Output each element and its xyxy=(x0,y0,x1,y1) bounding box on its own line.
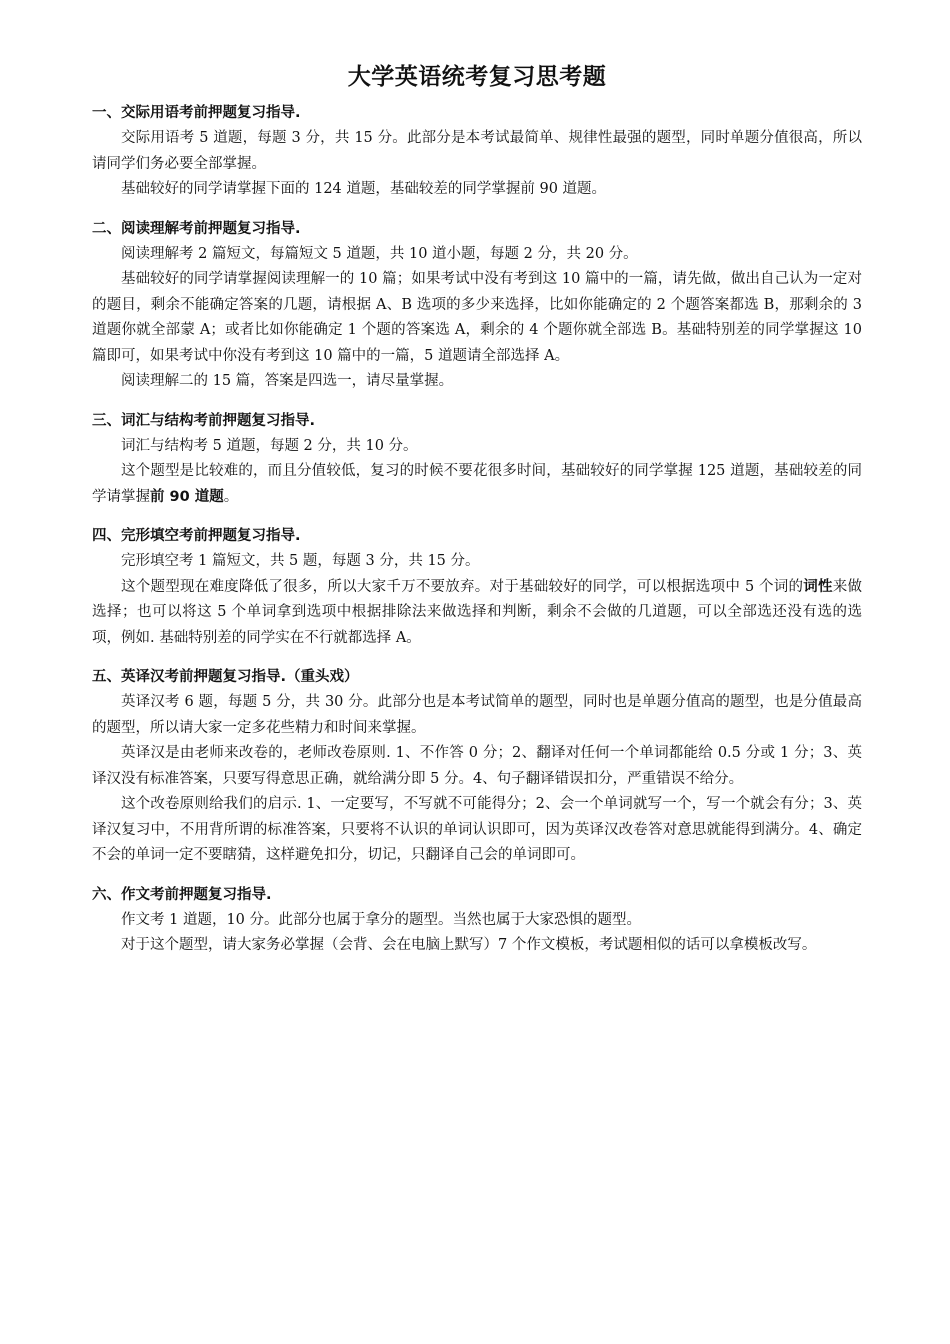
paragraph xyxy=(92,459,862,510)
paragraph: 完形填空考 1 篇短文，共 5 题，每题 3 分，共 15 分。 xyxy=(121,553,480,569)
paragraph-text: 这个题型是比较难的，而且分值较低，复习的时候不要花很多时间，基础较好的同学掌握 125 道题，基础较差的同学请掌握 xyxy=(92,463,862,505)
paragraph-text: 来做选择；也可以将这 5 个单词拿到选项中根据排除法来做选择和判断，剩余不会做的几道题，可以全部选还没有选的选项，例如. 基础特别差的同学实在不行就都选择 A。 xyxy=(92,578,862,646)
emphasis-text: 前 90 道题 xyxy=(150,488,224,505)
emphasis-text: 词性 xyxy=(803,578,833,595)
paragraph: 交际用语考 5 道题，每题 3 分，共 15 分。此部分是本考试最简单、规律性最强的题型，同时单题分值很高，所以请同学们务必要全部掌握。 xyxy=(92,130,862,172)
section-translation xyxy=(92,665,862,869)
section-heading: 六、作文考前押题复习指导. xyxy=(92,886,272,903)
paragraph: 英译汉是由老师来改卷的，老师改卷原则. 1、不作答 0 分；2、翻译对任何一个单词都能给 0.5 分或 1 分；3、英译汉没有标准答案，只要写得意思正确，就给满分即 5 分。4、句子翻译错误扣分，严重错误不给分。 xyxy=(92,745,862,787)
section-cloze xyxy=(92,524,862,651)
paragraph-text: 。 xyxy=(223,488,239,505)
paragraph: 基础较好的同学请掌握阅读理解一的 10 篇；如果考试中没有考到这 10 篇中的一篇，请先做，做出自己认为一定对的题目，剩余不能确定答案的几题，请根据 A、B 选项的多少来选择，比如你能确定的 2 个题答案都选 B，那剩余的 3 道题你就全部蒙 A；或者比如你能确定 1 个题的答案选 A，剩余的 4 个题你就全部选 B。基础特别差的同学掌握这 10 篇即可，如果考试中你没有考到这 10 篇中的一篇，5 道题请全部选择 A。 xyxy=(92,271,862,364)
document-page xyxy=(92,62,862,973)
paragraph-text: 这个题型现在难度降低了很多，所以大家千万不要放弃。对于基础较好的同学，可以根据选项中 5 个词的 xyxy=(121,578,804,595)
section-writing xyxy=(92,883,862,959)
paragraph: 词汇与结构考 5 道题，每题 2 分，共 10 分。 xyxy=(121,437,418,454)
section-heading: 四、完形填空考前押题复习指导. xyxy=(92,528,301,544)
paragraph: 英译汉考 6 题，每题 5 分，共 30 分。此部分也是本考试简单的题型，同时也是单题分值高的题型，也是分值最高的题型，所以请大家一定多花些精力和时间来掌握。 xyxy=(92,694,862,736)
paragraph: 对于这个题型，请大家务必掌握（会背、会在电脑上默写）7 个作文模板，考试题相似的话可以拿模板改写。 xyxy=(121,937,817,953)
section-heading: 三、词汇与结构考前押题复习指导. xyxy=(92,412,316,429)
paragraph: 阅读理解考 2 篇短文，每篇短文 5 道题，共 10 道小题，每题 2 分，共 20 分。 xyxy=(121,245,638,262)
paragraph: 作文考 1 道题，10 分。此部分也属于拿分的题型。当然也属于大家恐惧的题型。 xyxy=(121,911,642,928)
paragraph: 阅读理解二的 15 篇，答案是四选一，请尽量掌握。 xyxy=(121,373,454,389)
section-heading: 五、英译汉考前押题复习指导.（重头戏） xyxy=(92,669,359,685)
section-reading xyxy=(92,217,862,395)
paragraph: 基础较好的同学请掌握下面的 124 道题，基础较差的同学掌握前 90 道题。 xyxy=(121,181,607,197)
section-heading: 二、阅读理解考前押题复习指导. xyxy=(92,220,301,237)
section-heading: 一、交际用语考前押题复习指导. xyxy=(92,105,301,121)
document-title: 大学英语统考复习思考题 xyxy=(347,64,607,90)
paragraph: 这个改卷原则给我们的启示. 1、一定要写，不写就不可能得分；2、会一个单词就写一个，写一个就会有分；3、英译汉复习中，不用背所谓的标准答案，只要将不认识的单词认识即可，因为英译汉改卷答对意思就能得到满分。4、确定不会的单词一定不要瞎猜，这样避免扣分，切记，只翻译自己会的单词即可。 xyxy=(92,796,862,863)
section-communication xyxy=(92,101,862,203)
section-vocabulary xyxy=(92,409,862,511)
paragraph xyxy=(92,575,862,652)
